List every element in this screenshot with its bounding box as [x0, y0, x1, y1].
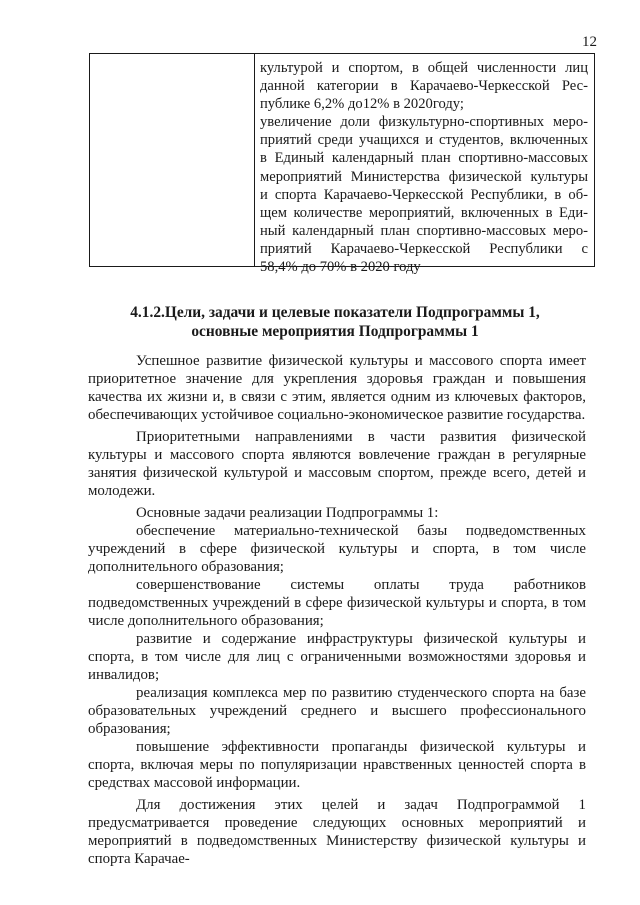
continuation-table: [89, 53, 595, 276]
table-cell-line: ный календарный план спортивно-массовых меро-: [260, 222, 588, 239]
task-item: развитие и содержание инфраструктуры физической культуры и спорта, в том числе для лиц с ограниченными возможностями здоровья и инвалидов;: [88, 631, 586, 683]
table-cell-line: увеличение доли физкультурно-спортивных меро-: [260, 114, 588, 131]
section-heading-line-1: 4.1.2.Цели, задачи и целевые показатели Подпрограммы 1,: [130, 304, 540, 321]
table-cell-line: культурой и спортом, в общей численности лиц: [260, 60, 588, 76]
table-cell-line: и спорта Карачаево-Черкесской Республики, в об-: [260, 186, 588, 203]
table-cell-line: щем количестве мероприятий, включенных в Еди-: [260, 204, 588, 221]
task-item: совершенствование системы оплаты труда работников подведомственных учреждений в сфере физической культуры и спорта, в том числе дополнительного образования;: [88, 577, 586, 629]
paragraph-intro: Успешное развитие физической культуры и массового спорта имеет приоритетное значение для укрепления здоровья граждан и повышения качества их жизни и, в связи с этим, является одним из ключевых факторов, обеспечивающих устойчивое социально-экономическое развитие государства.: [88, 353, 586, 423]
table-cell-line: публике 6,2% до12% в 2020году;: [260, 96, 464, 113]
table-cell-line: мероприятий Министерства физической культуры: [260, 168, 588, 185]
paragraph-priorities: Приоритетными направлениями в части развития физической культуры и массового спорта являются вовлечение граждан в регулярные занятия физической культурой и массовым спортом, прежде всего, детей и молодежи.: [88, 429, 586, 499]
task-item: обеспечение материально-технической базы подведомственных учреждений в сфере физической культуры и спорта, в том числе дополнительного образования;: [88, 523, 586, 575]
table-cell-line: 58,4% до 70% в 2020 году: [260, 259, 421, 276]
table-column-divider: [254, 54, 255, 266]
table-cell-line: приятий Карачаево-Черкесской Республики с: [260, 240, 588, 257]
section-heading-line-2: основные мероприятия Подпрограммы 1: [191, 323, 479, 340]
task-item: повышение эффективности пропаганды физической культуры и спорта, включая меры по популяризации нравственных ценностей спорта в средствах массовой информации.: [88, 739, 586, 791]
paragraph-tasks-heading: Основные задачи реализации Подпрограммы 1:: [136, 505, 439, 521]
table-cell-line: в Единый календарный план спортивно-массовых: [260, 150, 588, 167]
section-body: [88, 352, 586, 868]
table-right-cell: [260, 59, 588, 276]
table-cell-line: данной категории в Карачаево-Черкесской Рес-: [260, 78, 588, 95]
paragraph-measures: Для достижения этих целей и задач Подпрограммой 1 предусматривается проведение следующих основных мероприятий и мероприятий в подведомственных Министерству физической культуры и спорта Карачае-: [88, 797, 586, 867]
table-cell-line: приятий среди учащихся и студентов, включенных: [260, 132, 588, 149]
section-heading: [120, 303, 550, 341]
page-number: 12: [582, 34, 597, 50]
task-item: реализация комплекса мер по развитию студенческого спорта на базе образовательных учреждений среднего и высшего профессионального образования;: [88, 685, 586, 737]
